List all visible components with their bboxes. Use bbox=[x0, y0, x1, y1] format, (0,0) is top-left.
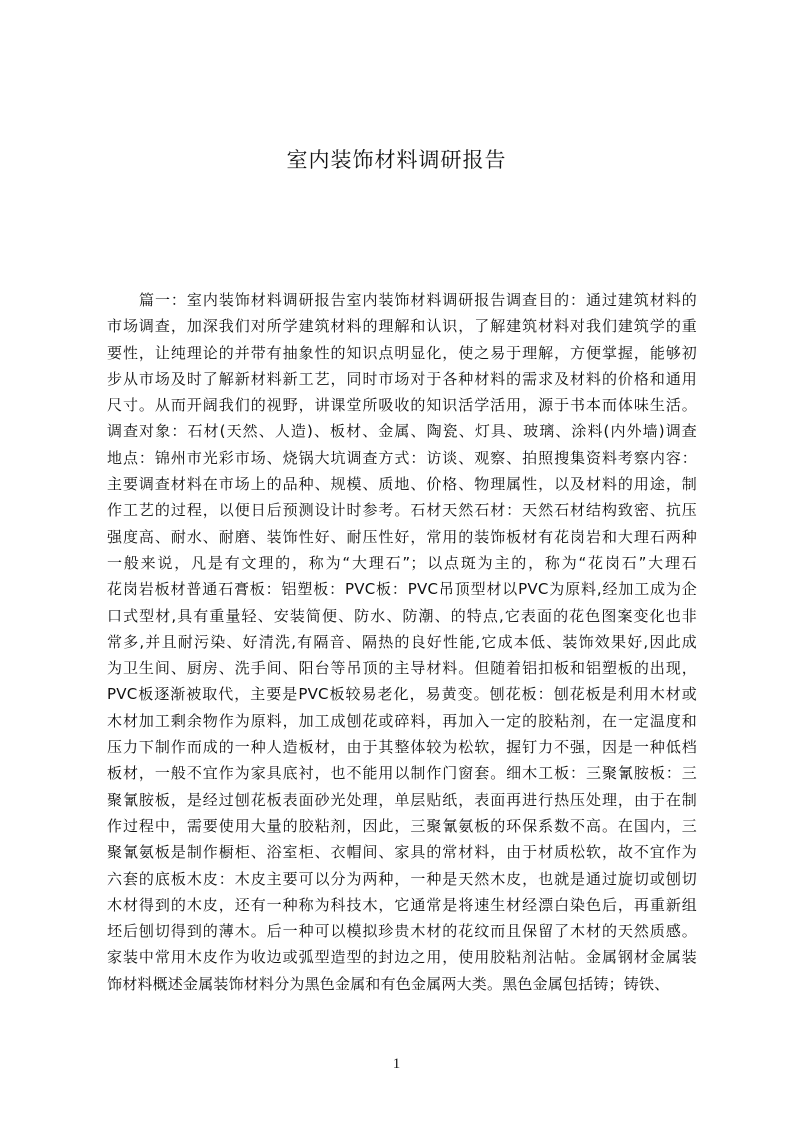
text-line: 坯后刨切得到的薄木。后一种可以模拟珍贵木材的花纹而且保留了木材的天然质感。 bbox=[107, 922, 697, 941]
text-line: 市场调查，加深我们对所学建筑材料的理解和认识，了解建筑材料对我们建筑学的重 bbox=[107, 317, 697, 336]
text-line: 要性，让纯理论的并带有抽象性的知识点明显化，使之易于理解，方便掌握，能够初 bbox=[107, 343, 697, 362]
text-line: 一般来说，凡是有文理的，称为“大理石”；以点斑为主的，称为“花岗石”大理石 bbox=[107, 553, 697, 572]
text-line: 地点：锦州市光彩市场、烧锅大坑调查方式：访谈、观察、拍照搜集资料考察内容： bbox=[107, 448, 697, 467]
text-line: 尺寸。从而开阔我们的视野，讲课堂所吸收的知识活学活用，源于书本而体味生活。 bbox=[107, 396, 697, 415]
text-line: 饰材料概述金属装饰材料分为黑色金属和有色金属两大类。黑色金属包括铸；铸铁、 bbox=[107, 974, 670, 993]
text-line: 压力下制作而成的一种人造板材，由于其整体较为松软，握钉力不强，因是一种低档 bbox=[107, 738, 697, 757]
body-paragraph bbox=[107, 287, 697, 997]
text-line: 为卫生间、厨房、洗手间、阳台等吊顶的主导材料。但随着铝扣板和铝塑板的出现， bbox=[107, 659, 697, 678]
text-line: 花岗岩板材普通石膏板：铝塑板：PVC板：PVC吊顶型材以PVC为原料,经加工成为企 bbox=[107, 580, 697, 599]
text-line: 聚氰胺板，是经过刨花板表面砂光处理，单层贴纸，表面再进行热压处理，由于在制 bbox=[107, 790, 697, 809]
text-line: 六套的底板木皮：木皮主要可以分为两种，一种是天然木皮，也就是通过旋切或刨切 bbox=[107, 869, 697, 888]
text-line: 作工艺的过程，以便日后预测设计时参考。石材天然石材：天然石材结构致密、抗压 bbox=[107, 501, 697, 520]
text-line: 常多,并且耐污染、好清洗,有隔音、隔热的良好性能,它成本低、装饰效果好,因此成 bbox=[107, 632, 697, 651]
text-line: 篇一：室内装饰材料调研报告室内装饰材料调研报告调查目的：通过建筑材料的 bbox=[139, 291, 697, 309]
text-line: 板材，一般不宜作为家具底衬，也不能用以制作门窗套。细木工板：三聚氰胺板：三 bbox=[107, 764, 697, 783]
document-title: 室内装饰材料调研报告 bbox=[286, 148, 507, 172]
text-line: 聚氰氨板是制作橱柜、浴室柜、衣帽间、家具的常材料，由于材质松软，故不宜作为 bbox=[107, 843, 697, 862]
text-line: 木材加工剩余物作为原料，加工成刨花或碎料，再加入一定的胶粘剂，在一定温度和 bbox=[107, 711, 697, 730]
text-line: 调查对象：石材(天然、人造)、板材、金属、陶瓷、灯具、玻璃、涂料(内外墙)调查 bbox=[107, 422, 697, 441]
text-line: 作过程中，需要使用大量的胶粘剂，因此，三聚氰氨板的环保系数不高。在国内，三 bbox=[107, 816, 697, 835]
text-line: 木材得到的木皮，还有一种称为科技木，它通常是将速生材经漂白染色后，再重新组 bbox=[107, 895, 697, 914]
text-line: 主要调查材料在市场上的品种、规模、质地、价格、物理属性，以及材料的用途，制 bbox=[107, 475, 697, 494]
text-line: 口式型材,具有重量轻、安装简便、防水、防潮、的特点,它表面的花色图案变化也非 bbox=[107, 606, 697, 625]
page-number: 1 bbox=[392, 1056, 401, 1072]
text-line: 强度高、耐水、耐磨、装饰性好、耐压性好，常用的装饰板材有花岗岩和大理石两种 bbox=[107, 527, 697, 546]
text-line: PVC板逐渐被取代，主要是PVC板较易老化，易黄变。刨花板：刨花板是利用木材或 bbox=[107, 685, 697, 704]
text-line: 步从市场及时了解新材料新工艺，同时市场对于各种材料的需求及材料的价格和通用 bbox=[107, 369, 697, 388]
text-line: 家装中常用木皮作为收边或弧型造型的封边之用，使用胶粘剂沾帖。金属钢材金属装 bbox=[107, 948, 697, 967]
